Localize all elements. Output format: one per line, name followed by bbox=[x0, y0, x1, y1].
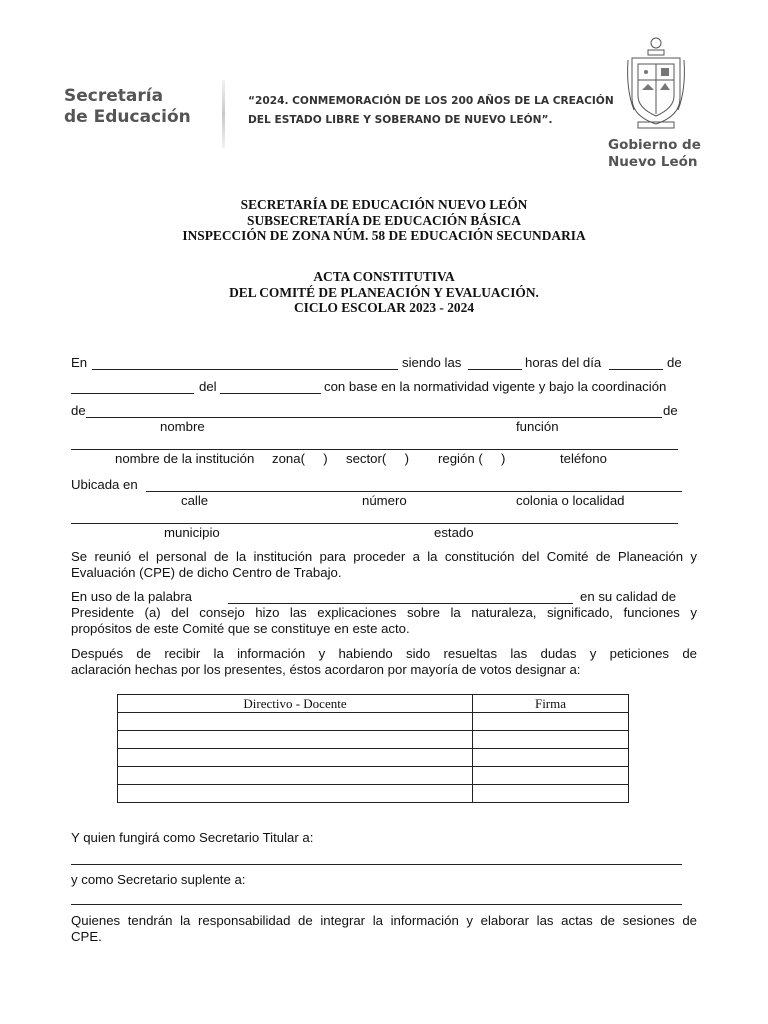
p3-line-1: Después de recibir la información y habiendo sido resueltas las dudas y peticiones de bbox=[71, 646, 697, 661]
motto-line-2: DEL ESTADO LIBRE Y SOBERANO DE NUEVO LEÓN”. bbox=[248, 114, 553, 126]
label-de-start: de bbox=[71, 403, 86, 418]
label-estado: estado bbox=[434, 525, 474, 540]
table-row bbox=[118, 785, 629, 803]
label-numero: número bbox=[362, 493, 407, 508]
blank-location[interactable] bbox=[92, 369, 398, 370]
title-line-2: SUBSECRETARÍA DE EDUCACIÓN BÁSICA bbox=[247, 212, 521, 228]
label-calle: calle bbox=[181, 493, 209, 508]
brand-line-2: de Educación bbox=[64, 107, 191, 127]
table-cell-name[interactable] bbox=[118, 731, 473, 749]
p1-line-2: Evaluación (CPE) de dicho Centro de Trabajo. bbox=[71, 565, 342, 580]
label-sector: sector( ) bbox=[346, 451, 410, 466]
label-telefono: teléfono bbox=[560, 451, 607, 466]
table-cell-name[interactable] bbox=[118, 713, 473, 731]
table-cell-signature[interactable] bbox=[473, 767, 629, 785]
motto-line-1: “2024. CONMEMORACIÓN DE LOS 200 AÑOS DE LA CREACIÓN bbox=[248, 95, 614, 107]
table-row bbox=[118, 731, 629, 749]
label-ubicada-en: Ubicada en bbox=[71, 477, 138, 492]
table-cell-signature[interactable] bbox=[473, 749, 629, 767]
blank-year[interactable] bbox=[220, 393, 321, 394]
label-horas-del-dia: horas del día bbox=[525, 355, 602, 370]
commemoration-motto bbox=[248, 92, 614, 130]
blank-secretario-titular[interactable] bbox=[71, 864, 682, 865]
document-title bbox=[0, 269, 768, 316]
table-header-row bbox=[118, 695, 629, 713]
label-secretario-titular: Y quien fungirá como Secretario Titular a: bbox=[71, 830, 314, 845]
title-line-3: INSPECCIÓN DE ZONA NÚM. 58 DE EDUCACIÓN SECUNDARIA bbox=[182, 228, 586, 243]
table-row bbox=[118, 713, 629, 731]
table-cell-signature[interactable] bbox=[473, 785, 629, 803]
paragraph-reunion bbox=[71, 549, 697, 581]
p2-line-2: Presidente (a) del consejo hizo las explicaciones sobre la naturaleza, significado, funciones y bbox=[71, 605, 697, 620]
table-row bbox=[118, 749, 629, 767]
blank-coordinator[interactable] bbox=[86, 417, 662, 418]
blank-institution[interactable] bbox=[71, 449, 678, 450]
col-directivo-docente: Directivo - Docente bbox=[118, 695, 473, 713]
label-municipio: municipio bbox=[164, 525, 220, 540]
paragraph-presidente bbox=[71, 605, 697, 637]
label-nombre: nombre bbox=[160, 419, 205, 434]
gobierno-logo bbox=[608, 137, 701, 171]
signature-table bbox=[117, 694, 629, 803]
label-calidad: en su calidad de bbox=[580, 589, 677, 604]
blank-hour[interactable] bbox=[468, 369, 522, 370]
paragraph-designacion bbox=[71, 646, 697, 678]
label-funcion: función bbox=[516, 419, 559, 434]
p4-line-2: CPE. bbox=[71, 929, 102, 944]
label-de: de bbox=[667, 355, 682, 370]
nuevo-leon-coat-of-arms-icon bbox=[624, 34, 688, 134]
title-block bbox=[0, 197, 768, 244]
title-line-6: CICLO ESCOLAR 2023 - 2024 bbox=[293, 300, 475, 315]
title-line-5: DEL COMITÉ DE PLANEACIÓN Y EVALUACIÓN. bbox=[229, 284, 539, 300]
p1-line-1: Se reunió el personal de la institución para proceder a la constitución del Comité de Planeación y bbox=[71, 549, 697, 564]
secretaria-logo bbox=[64, 86, 191, 128]
p2-line-3: propósitos de este Comité que se constituye en este acto. bbox=[71, 621, 410, 636]
table-cell-name[interactable] bbox=[118, 785, 473, 803]
label-de-end: de bbox=[663, 403, 678, 418]
title-line-4: ACTA CONSTITUTIVA bbox=[313, 269, 455, 284]
label-zona: zona( ) bbox=[272, 451, 328, 466]
label-colonia: colonia o localidad bbox=[516, 493, 625, 508]
p3-line-2: aclaración hechas por los presentes, éstos acordaron por mayoría de votos designar a: bbox=[71, 662, 581, 677]
table-cell-signature[interactable] bbox=[473, 713, 629, 731]
blank-president[interactable] bbox=[228, 603, 573, 604]
label-normatividad: con base en la normatividad vigente y bajo la coordinación bbox=[324, 379, 667, 394]
gov-line-2: Nuevo León bbox=[608, 154, 698, 170]
gov-line-1: Gobierno de bbox=[608, 137, 701, 153]
brand-line-1: Secretaría bbox=[64, 86, 164, 106]
table-cell-signature[interactable] bbox=[473, 731, 629, 749]
table-row bbox=[118, 767, 629, 785]
paragraph-responsabilidad bbox=[71, 913, 697, 945]
table-cell-name[interactable] bbox=[118, 767, 473, 785]
table-cell-name[interactable] bbox=[118, 749, 473, 767]
col-firma: Firma bbox=[473, 695, 629, 713]
label-siendo-las: siendo las bbox=[402, 355, 462, 370]
blank-day[interactable] bbox=[609, 369, 663, 370]
blank-municipality[interactable] bbox=[71, 523, 678, 524]
label-secretario-suplente: y como Secretario suplente a: bbox=[71, 872, 246, 887]
blank-secretario-suplente[interactable] bbox=[71, 904, 682, 905]
p4-line-1: Quienes tendrán la responsabilidad de integrar la información y elaborar las actas de sesiones de bbox=[71, 913, 697, 928]
label-institucion: nombre de la institución bbox=[115, 451, 255, 466]
label-en-uso: En uso de la palabra bbox=[71, 589, 192, 604]
blank-month[interactable] bbox=[71, 393, 194, 394]
label-en: En bbox=[71, 355, 88, 370]
title-line-1: SECRETARÍA DE EDUCACIÓN NUEVO LEÓN bbox=[240, 197, 528, 212]
header-divider bbox=[222, 80, 225, 148]
label-region: región ( ) bbox=[438, 451, 506, 466]
blank-address[interactable] bbox=[146, 491, 682, 492]
label-del: del bbox=[199, 379, 217, 394]
